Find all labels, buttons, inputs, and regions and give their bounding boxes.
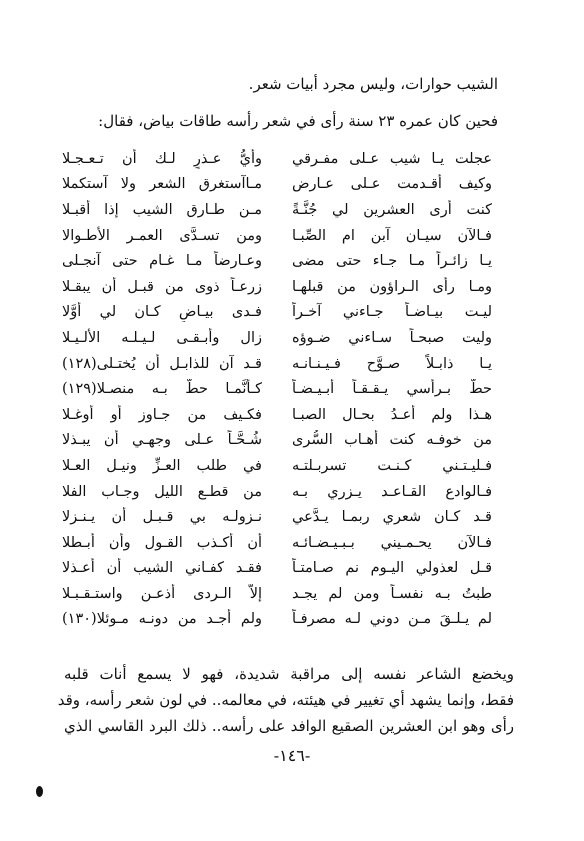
verse-first-hemistich: كنت أرى العشرين لي جُنَّـةً [292,201,492,218]
poem-verse [62,351,492,377]
verse-first-hemistich: حطَّ بـرأسي يـقـقـاً أبـيـضـاً [292,381,492,398]
poem-verse [62,376,492,402]
verse-second-hemistich: في طلب العـزِّ ونيـل العـلا [62,457,262,474]
verse-first-hemistich: من خوفـه كنت أهـاب السُّرى [292,432,492,449]
verse-first-hemistich: فـالآن يحـمـيني بـبـيـضـائـه [292,534,492,551]
body-paragraph [57,661,514,739]
verse-second-hemistich: زرعـاً ذوى من قبـل أن يبقـلا [62,278,262,295]
poem-verse [62,428,492,454]
verse-first-hemistich: فـليـتـني كـنـت تسربـلتـه [292,457,492,474]
verse-second-hemistich: مـاآستغرق الشعر ولا آستكملا [62,176,262,193]
poem-verse [62,300,492,326]
verse-second-hemistich: أن أكـذب القـول وأن أبـطلا [62,534,262,551]
poem-verse [62,530,492,556]
verse-second-hemistich: من قطـع الليل وجـاب الفلا [62,483,262,500]
verse-first-hemistich: هـذا ولم أعـدُ بحـال الصبـا [292,406,492,423]
ink-mark [36,786,43,797]
verse-second-hemistich: إلاَّ الـردى أذعـن واستـقـبـلا [62,585,262,602]
intro-line: فحين كان عمره ٢٣ سنة رأى في شعر رأسه طاقات بياض، فقال: [98,112,498,130]
verse-first-hemistich: فـالآن سيـان آبن ام الصِّبـا [292,227,492,244]
verse-second-hemistich: فقـد كفـاني الشيب أن أعـذلا [62,560,262,577]
poem [62,146,492,632]
poem-verse [62,402,492,428]
verse-second-hemistich: ومن تسـدَّى العمـر الأطـوالا [62,227,262,244]
verse-first-hemistich: ومـا رأى الـراؤون من قبلهـا [292,278,492,295]
verse-first-hemistich: يـا ذابـلاً صـوَّح فـيـنـانـه [292,355,492,372]
verse-second-hemistich: ولم أجـد من دونـه مـوئلا(١٣٠) [62,611,262,628]
verse-second-hemistich: نـزولـه بي قـبـل أن يـنـزلا [62,509,262,526]
poem-verse [62,556,492,582]
body-line: ويخضع الشاعر نفسه إلى مراقبة شديدة، فهو لا يسمع أنات قلبه [64,665,514,683]
verse-first-hemistich: فـالوادع القـاعـد يـزري بـه [292,483,492,500]
verse-first-hemistich: لم يـلـقَ مـن دوني لـه مصرفـاً [292,611,492,628]
poem-verse [62,223,492,249]
poem-verse [62,146,492,172]
body-line: فقط، وإنما يشهد أي تغيير في هيئته، في معالمه.. في لون شعر رأسه، وقد [57,691,514,709]
page-number: -١٤٦- [273,746,311,765]
verse-second-hemistich: مـن طـارق الشيب إذا أقبـلا [62,201,262,218]
poem-verse [62,172,492,198]
poem-verse [62,248,492,274]
verse-second-hemistich: وعـارضاً مـا غـام حتى آنجـلى [62,253,262,270]
verse-first-hemistich: وليت صبحـاً سـاءني ضـوؤه [292,329,492,346]
poem-verse [62,607,492,633]
body-line: رأى وهو ابن العشرين الصقيع الوافد على رأسه.. ذلك البرد القاسي الذي [64,717,514,735]
verse-second-hemistich: قـد آن للذابـل أن يُختـلى(١٢٨) [62,355,262,372]
header-line: الشيب حوارات، وليس مجرد أبيات شعر. [248,75,498,93]
poem-verse [62,581,492,607]
verse-first-hemistich: طبتُ بـه نفسـاً ومن لم يجـد [292,585,492,602]
verse-first-hemistich: وكيف أقـدمت عـلى عـارض [292,176,492,193]
verse-second-hemistich: فكـيف من جـاوز أو أوغـلا [62,406,262,423]
poem-verse [62,504,492,530]
verse-first-hemistich: يـا زائـراً مـا جـاء حتى مضى [292,253,492,270]
poem-verse [62,274,492,300]
poem-verse [62,197,492,223]
verse-first-hemistich: قـل لعذولي اليـوم نم صـامتـاً [292,560,492,577]
verse-second-hemistich: فـدى بيـاضٍ كـان لي أوَّلا [62,304,262,321]
poem-verse [62,479,492,505]
verse-second-hemistich: وأيُّ عـذرٍ لـك أن تـعـجـلا [62,150,262,167]
verse-second-hemistich: كـأنَّمـا حطَّ بـه منصـلا(١٢٩) [62,381,262,398]
verse-first-hemistich: ليـت بيـاضـاً جـاءني آخـراً [292,304,492,321]
verse-first-hemistich: قـد كـان شعري ربمـا يـدَّعي [292,509,492,526]
poem-verse [62,453,492,479]
verse-second-hemistich: شُـحَّـاً عـلى وجهـي أن يبـذلا [62,432,262,449]
poem-verse [62,325,492,351]
verse-second-hemistich: زال وأبـقـى لـيـلـه الألـيـلا [62,329,262,346]
verse-first-hemistich: عجلت يـا شيب عـلى مفـرقي [292,150,492,167]
